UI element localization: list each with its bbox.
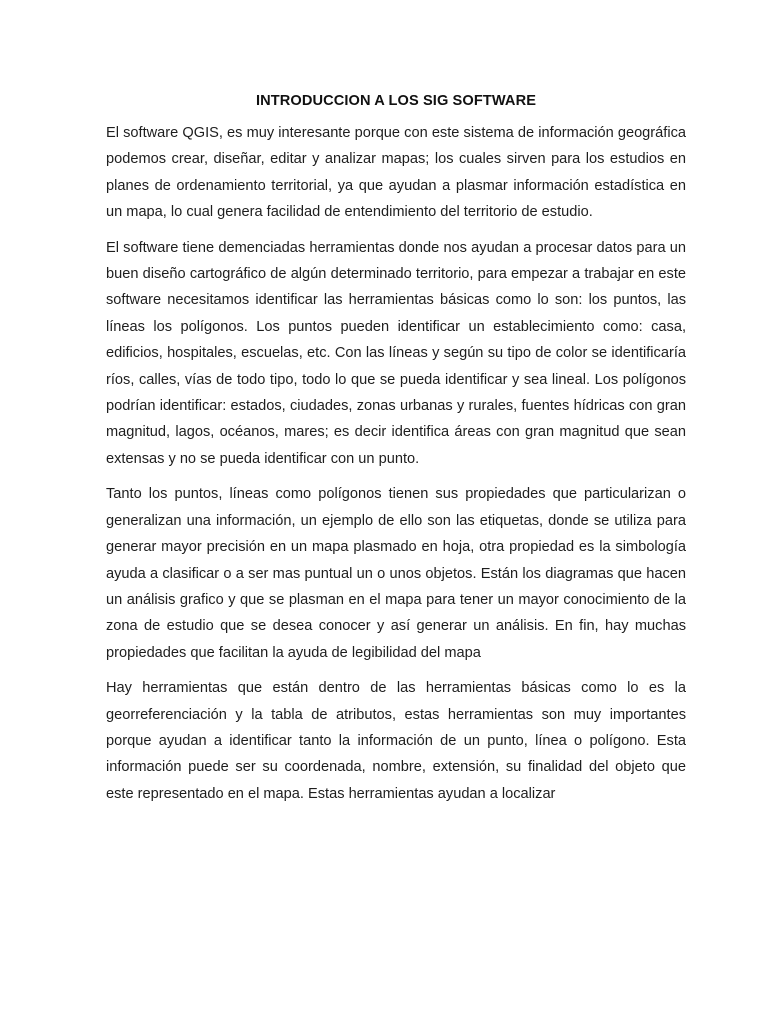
paragraph-3: Tanto los puntos, líneas como polígonos tienen sus propiedades que particularizan o generalizan una información, un ejemplo de ello son las etiquetas, donde se utiliza para generar mayor precisión en un mapa plasmado en hoja, otra propiedad es la simbología ayuda a clasificar o a ser mas puntual un o unos objetos. Están los diagramas que hacen un análisis grafico y que se plasman en el mapa para tener un mayor conocimiento de la zona de estudio que se desea conocer y así generar un análisis. En fin, hay muchas propiedades que facilitan la ayuda de legibilidad del mapa [106, 486, 686, 661]
paragraph-1: El software QGIS, es muy interesante porque con este sistema de información geográfica podemos crear, diseñar, editar y analizar mapas; los cuales sirven para los estudios en planes de ordenamiento territorial, ya que ayudan a plasmar información estadística en un mapa, lo cual genera facilidad de entendimiento del territorio de estudio. [106, 125, 686, 221]
document-title: INTRODUCCION A LOS SIG SOFTWARE [255, 93, 537, 109]
paragraph-2: El software tiene demenciadas herramientas donde nos ayudan a procesar datos para un buen diseño cartográfico de algún determinado territorio, para empezar a trabajar en este software necesitamos identificar las herramientas básicas como lo son: los puntos, las líneas los polígonos. Los puntos pueden identificar un establecimiento como: casa, edificios, hospitales, escuelas, etc. Con las líneas y según su tipo de color se identificaría ríos, calles, vías de todo tipo, todo lo que se pueda identificar y sea lineal. Los polígonos podrían identificar: estados, ciudades, zonas urbanas y rurales, fuentes hídricas con gran magnitud, lagos, océanos, mares; es decir identifica áreas con gran magnitud que sean extensas y no se pueda identificar con un punto. [106, 239, 686, 467]
paragraph-4: Hay herramientas que están dentro de las herramientas básicas como lo es la georreferenciación y la tabla de atributos, estas herramientas son muy importantes porque ayudan a identificar tanto la información de un punto, línea o polígono. Esta información puede ser su coordenada, nombre, extensión, su finalidad del objeto que este representado en el mapa. Estas herramientas ayudan a localizar [106, 680, 686, 802]
